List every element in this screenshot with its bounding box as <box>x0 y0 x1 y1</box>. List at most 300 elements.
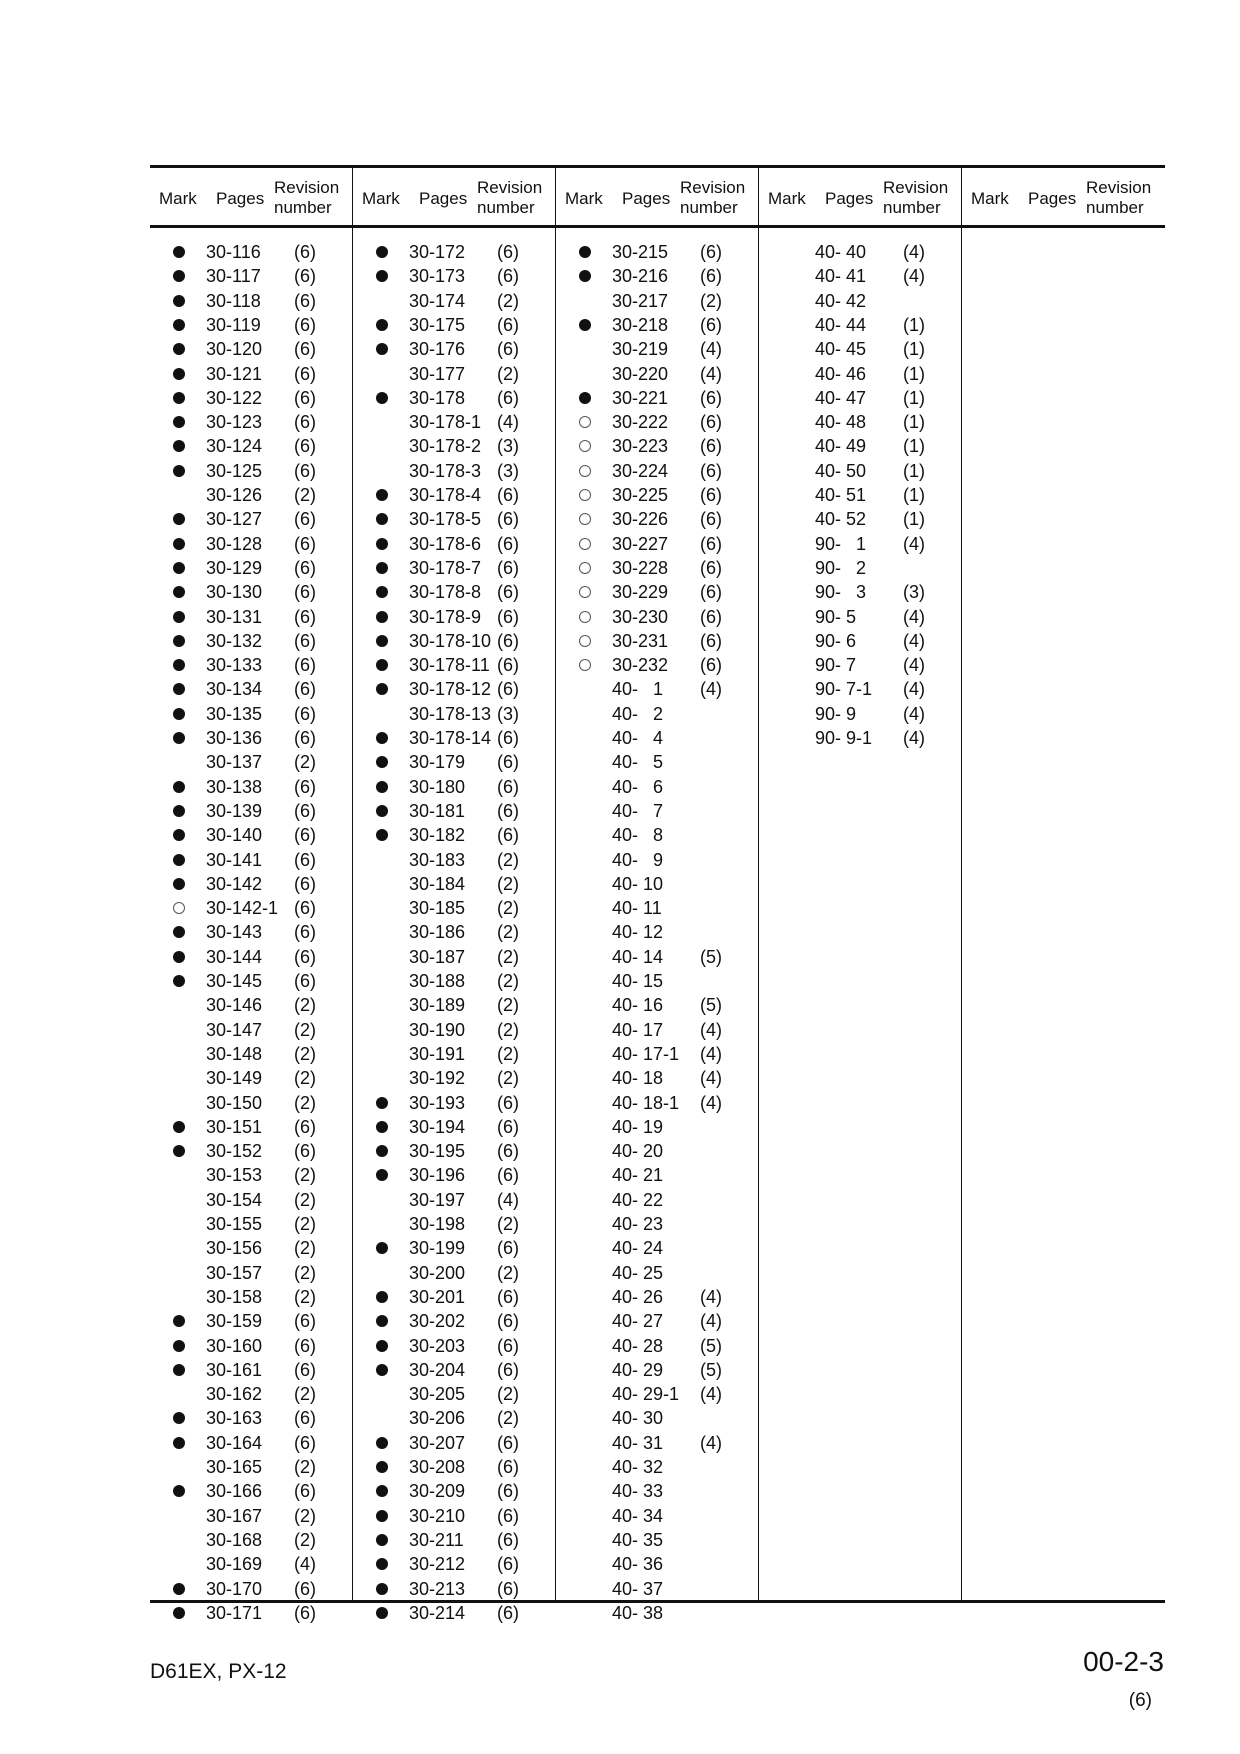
table-row <box>759 459 961 483</box>
table-row <box>150 459 352 483</box>
revision-value: (6) <box>497 387 519 408</box>
revision-value: (6) <box>294 800 316 821</box>
table-row <box>556 337 758 361</box>
page-ref: 30-146 <box>206 995 263 1016</box>
table-row <box>556 775 758 799</box>
filled-circle-icon <box>173 562 185 574</box>
table-row <box>556 264 758 288</box>
page-ref: 30-203 <box>409 1335 466 1356</box>
table-row <box>353 580 555 604</box>
filled-circle-icon <box>173 538 185 550</box>
table-row <box>556 1042 758 1066</box>
page-ref: 90- 9 <box>815 703 857 724</box>
filled-circle-icon <box>376 1121 388 1133</box>
page-ref: 30-178-12 <box>409 679 492 700</box>
page-ref: 30-202 <box>409 1311 466 1332</box>
revision-value: (2) <box>497 1068 519 1089</box>
table-row <box>150 264 352 288</box>
page-ref: 30-122 <box>206 387 263 408</box>
table-row <box>353 434 555 458</box>
revision-value: (4) <box>700 679 722 700</box>
table-row <box>150 1212 352 1236</box>
header-revision-line1: Revision <box>274 178 340 197</box>
table-row <box>556 483 758 507</box>
page-ref: 30-148 <box>206 1043 263 1064</box>
page-ref: 30-178-9 <box>409 606 482 627</box>
page-ref: 30-162 <box>206 1384 263 1405</box>
table-row <box>150 945 352 969</box>
table-row <box>556 945 758 969</box>
filled-circle-icon <box>376 1485 388 1497</box>
filled-circle-icon <box>173 1485 185 1497</box>
table-row <box>759 507 961 531</box>
table-row <box>150 1091 352 1115</box>
table-row <box>150 1382 352 1406</box>
table-row <box>556 1139 758 1163</box>
table-row <box>353 823 555 847</box>
page-ref: 40- 4 <box>612 728 664 748</box>
page-ref: 40- 9 <box>612 849 664 870</box>
table-row <box>353 1601 555 1625</box>
header-revision-line1: Revision <box>477 178 543 197</box>
filled-circle-icon <box>376 489 388 501</box>
page-ref: 30-154 <box>206 1189 263 1210</box>
table-row <box>556 969 758 993</box>
page-ref: 30-164 <box>206 1432 263 1453</box>
page-ref: 30-212 <box>409 1554 466 1575</box>
page-ref: 30-176 <box>409 339 466 360</box>
page-ref: 30-123 <box>206 412 263 433</box>
table-row <box>556 702 758 726</box>
page-ref: 30-178-2 <box>409 436 482 457</box>
page-ref: 30-192 <box>409 1068 466 1089</box>
page-ref: 30-132 <box>206 630 263 651</box>
table-row <box>353 677 555 701</box>
revision-value: (6) <box>294 606 316 627</box>
table-row <box>556 1236 758 1260</box>
table-row <box>556 1455 758 1479</box>
table-row <box>353 1212 555 1236</box>
page-ref: 30-178-6 <box>409 533 482 554</box>
table-row <box>353 1236 555 1260</box>
page-ref: 90- 1 <box>815 533 867 554</box>
page-ref: 30-161 <box>206 1359 263 1380</box>
page-ref: 30-227 <box>612 533 669 554</box>
filled-circle-icon <box>173 878 185 890</box>
revision-value: (6) <box>294 339 316 360</box>
table-row <box>150 677 352 701</box>
page-ref: 30-190 <box>409 1019 466 1040</box>
table-row <box>150 1358 352 1382</box>
page-ref: 30-152 <box>206 1141 263 1162</box>
open-circle-icon <box>579 586 591 598</box>
page-ref: 40- 19 <box>612 1116 664 1137</box>
page-ref: 40- 29-1 <box>612 1384 680 1405</box>
revision-value: (6) <box>294 387 316 408</box>
page-ref: 30-169 <box>206 1554 263 1575</box>
table-row <box>150 556 352 580</box>
filled-circle-icon <box>376 756 388 768</box>
revision-value: (6) <box>294 412 316 433</box>
page-ref: 40- 34 <box>612 1505 664 1526</box>
table-row <box>556 1552 758 1576</box>
filled-circle-icon <box>376 319 388 331</box>
revision-value: (2) <box>497 898 519 919</box>
page-ref: 30-117 <box>206 266 261 287</box>
revision-value: (4) <box>903 533 925 554</box>
revision-value: (6) <box>700 266 722 287</box>
revision-value: (6) <box>497 606 519 627</box>
page-ref: 30-178-4 <box>409 485 482 505</box>
page-ref: 40- 23 <box>612 1214 664 1234</box>
revision-value: (4) <box>700 1019 722 1040</box>
filled-circle-icon <box>376 1315 388 1327</box>
column-header <box>962 168 1165 228</box>
revision-value: (6) <box>497 679 519 700</box>
table-row <box>150 1504 352 1528</box>
revision-value: (6) <box>294 971 316 991</box>
filled-circle-icon <box>376 538 388 550</box>
table-row <box>150 799 352 823</box>
page-ref: 40- 50 <box>815 460 867 481</box>
table-row <box>353 337 555 361</box>
page-ref: 40- 22 <box>612 1189 664 1210</box>
header-revision-line2: number <box>477 198 535 217</box>
filled-circle-icon <box>376 1145 388 1157</box>
page-ref: 40- 17-1 <box>612 1043 680 1064</box>
table-row <box>556 1601 758 1625</box>
revision-value: (6) <box>294 557 316 578</box>
page-ref: 30-180 <box>409 776 466 797</box>
revision-value: (6) <box>497 1505 519 1526</box>
filled-circle-icon <box>376 1291 388 1303</box>
revision-value: (4) <box>497 412 519 433</box>
table-row <box>759 653 961 677</box>
table-row <box>150 1552 352 1576</box>
revision-value: (4) <box>903 679 925 700</box>
table-row <box>353 532 555 556</box>
filled-circle-icon <box>579 392 591 404</box>
filled-circle-icon <box>173 513 185 525</box>
page-ref: 30-158 <box>206 1286 263 1307</box>
page-ref: 30-170 <box>206 1578 263 1599</box>
filled-circle-icon <box>173 392 185 404</box>
page-ref: 40- 33 <box>612 1481 664 1502</box>
revision-value: (6) <box>497 1529 519 1550</box>
revision-value: (6) <box>497 266 519 287</box>
revision-value: (6) <box>497 1602 519 1623</box>
page-ref: 30-188 <box>409 971 466 991</box>
revision-value: (4) <box>903 266 925 287</box>
header-revision-line1: Revision <box>680 178 746 197</box>
revision-value: (6) <box>294 1141 316 1162</box>
revision-value: (3) <box>497 703 519 724</box>
revision-value: (6) <box>497 1359 519 1380</box>
page-ref: 30-125 <box>206 460 263 481</box>
revision-value: (6) <box>294 1311 316 1332</box>
revision-value: (2) <box>294 1043 316 1064</box>
table-row <box>150 969 352 993</box>
page-ref: 30-232 <box>612 655 669 676</box>
table-row <box>150 1188 352 1212</box>
table-row <box>150 1406 352 1430</box>
filled-circle-icon <box>173 416 185 428</box>
table-row <box>556 1431 758 1455</box>
table-row <box>556 1285 758 1309</box>
page-ref: 30-178-3 <box>409 460 482 481</box>
table-row <box>150 1139 352 1163</box>
table-row <box>353 362 555 386</box>
page-ref: 40- 21 <box>612 1165 664 1186</box>
page-ref: 40- 17 <box>612 1019 664 1040</box>
table-row <box>759 410 961 434</box>
page-ref: 30-184 <box>409 873 466 894</box>
table-row <box>556 653 758 677</box>
revision-value: (6) <box>497 1286 519 1307</box>
page-ref: 30-166 <box>206 1481 263 1502</box>
filled-circle-icon <box>579 246 591 258</box>
page-ref: 30-229 <box>612 582 669 603</box>
filled-circle-icon <box>173 951 185 963</box>
page-ref: 40- 32 <box>612 1457 664 1477</box>
header-revision-line2: number <box>274 198 332 217</box>
revision-value: (2) <box>294 1165 316 1186</box>
revision-value: (4) <box>903 630 925 651</box>
filled-circle-icon <box>173 1437 185 1449</box>
revision-value: (2) <box>497 290 519 311</box>
table-row <box>150 920 352 944</box>
page-ref: 30-220 <box>612 363 669 384</box>
header-pages: Pages <box>419 189 468 208</box>
revision-value: (3) <box>497 436 519 457</box>
table-row <box>150 896 352 920</box>
page-ref: 40- 25 <box>612 1262 664 1283</box>
filled-circle-icon <box>376 1534 388 1546</box>
page-ref: 30-204 <box>409 1359 466 1380</box>
revision-value: (6) <box>497 728 519 748</box>
table-row <box>556 823 758 847</box>
revision-value: (6) <box>294 873 316 894</box>
revision-value: (6) <box>294 825 316 846</box>
table-row <box>353 289 555 313</box>
revision-value: (6) <box>497 1238 519 1259</box>
revision-value: (6) <box>700 630 722 651</box>
revision-value: (4) <box>700 339 722 360</box>
table-row <box>556 1358 758 1382</box>
revision-value: (5) <box>700 946 722 967</box>
page-ref: 30-128 <box>206 533 263 554</box>
filled-circle-icon <box>173 246 185 258</box>
revision-value: (2) <box>497 1408 519 1429</box>
revision-value: (6) <box>294 630 316 651</box>
page-ref: 40- 49 <box>815 436 867 457</box>
page-ref: 30-178 <box>409 387 466 408</box>
page-ref: 30-149 <box>206 1068 263 1089</box>
table-row <box>759 702 961 726</box>
table-row <box>353 1406 555 1430</box>
table-row <box>353 945 555 969</box>
revision-value: (6) <box>294 679 316 700</box>
page-ref: 30-177 <box>409 363 466 384</box>
page-ref: 30-213 <box>409 1578 466 1599</box>
table-row <box>759 434 961 458</box>
revision-value: (6) <box>294 1578 316 1599</box>
page-ref: 40- 8 <box>612 825 664 846</box>
table-row <box>150 410 352 434</box>
page-ref: 40- 46 <box>815 363 867 384</box>
table-row <box>353 1455 555 1479</box>
page-ref: 30-155 <box>206 1214 263 1234</box>
table-row <box>150 750 352 774</box>
header-revision <box>477 178 542 218</box>
page-ref: 30-131 <box>206 606 263 627</box>
filled-circle-icon <box>173 1145 185 1157</box>
revision-value: (6) <box>497 1335 519 1356</box>
table-row <box>353 313 555 337</box>
page-ref: 30-225 <box>612 485 669 505</box>
revision-value: (2) <box>294 1019 316 1040</box>
revision-value: (2) <box>497 971 519 991</box>
page-ref: 30-151 <box>206 1116 263 1137</box>
table-row <box>556 848 758 872</box>
revision-value: (6) <box>294 1116 316 1137</box>
revision-value: (6) <box>294 582 316 603</box>
revision-value: (2) <box>294 1384 316 1405</box>
page-ref: 30-171 <box>206 1602 263 1623</box>
page-ref: 30-143 <box>206 922 263 943</box>
page-ref: 30-216 <box>612 266 669 287</box>
table-row <box>353 702 555 726</box>
revision-value: (6) <box>294 460 316 481</box>
revision-value: (6) <box>700 485 722 505</box>
page-ref: 30-194 <box>409 1116 466 1137</box>
page-ref: 40- 35 <box>612 1529 664 1550</box>
page-ref: 40- 37 <box>612 1578 664 1599</box>
table-row <box>556 410 758 434</box>
page-ref: 40- 51 <box>815 485 867 505</box>
table-row <box>353 1431 555 1455</box>
page-ref: 30-214 <box>409 1602 466 1623</box>
table-row <box>759 580 961 604</box>
page-ref: 30-195 <box>409 1141 466 1162</box>
filled-circle-icon <box>376 1510 388 1522</box>
page-ref: 30-159 <box>206 1311 263 1332</box>
open-circle-icon <box>579 659 591 671</box>
revision-value: (6) <box>700 242 722 262</box>
revision-value: (6) <box>294 1481 316 1502</box>
filled-circle-icon <box>173 440 185 452</box>
revision-value: (4) <box>903 606 925 627</box>
filled-circle-icon <box>173 1412 185 1424</box>
open-circle-icon <box>579 440 591 452</box>
revision-value: (6) <box>497 1432 519 1453</box>
page-ref: 30-218 <box>612 314 669 335</box>
table-row <box>759 629 961 653</box>
page-ref: 30-136 <box>206 728 263 748</box>
page-ref: 30-179 <box>409 752 466 773</box>
page-ref: 40- 16 <box>612 995 664 1016</box>
page-ref: 30-178-14 <box>409 728 492 748</box>
revision-value: (2) <box>497 1214 519 1234</box>
filled-circle-icon <box>376 1364 388 1376</box>
table-row <box>556 1163 758 1187</box>
table-row <box>556 1115 758 1139</box>
filled-circle-icon <box>173 586 185 598</box>
table-row <box>556 1504 758 1528</box>
page-ref: 30-153 <box>206 1165 263 1186</box>
filled-circle-icon <box>173 854 185 866</box>
page-ref: 40- 24 <box>612 1238 664 1259</box>
filled-circle-icon <box>376 611 388 623</box>
revision-value: (6) <box>497 752 519 773</box>
page-ref: 30-223 <box>612 436 669 457</box>
page-ref: 40- 31 <box>612 1432 664 1453</box>
filled-circle-icon <box>376 829 388 841</box>
table-row <box>353 1382 555 1406</box>
page-ref: 30-206 <box>409 1408 466 1429</box>
header-mark: Mark <box>768 189 806 208</box>
revision-value: (6) <box>497 1141 519 1162</box>
table-row <box>150 1018 352 1042</box>
page-ref: 30-120 <box>206 339 263 360</box>
filled-circle-icon <box>173 1607 185 1619</box>
page-ref: 30-121 <box>206 363 263 384</box>
page-ref: 40- 20 <box>612 1141 664 1162</box>
filled-circle-icon <box>579 270 591 282</box>
table-row <box>150 532 352 556</box>
page-ref: 30-139 <box>206 800 263 821</box>
page-ref: 90- 2 <box>815 557 867 578</box>
table-row <box>150 1334 352 1358</box>
page-ref: 30-182 <box>409 825 466 846</box>
revision-value: (6) <box>294 849 316 870</box>
revision-value: (2) <box>294 1505 316 1526</box>
table-row <box>353 993 555 1017</box>
header-revision-line1: Revision <box>1086 178 1152 197</box>
table-row <box>150 629 352 653</box>
page-ref: 40- 10 <box>612 873 664 894</box>
page-ref: 30-191 <box>409 1043 466 1064</box>
revision-value: (2) <box>497 1019 519 1040</box>
table-row <box>150 313 352 337</box>
page-ref: 40- 36 <box>612 1554 664 1575</box>
revision-value: (6) <box>497 485 519 505</box>
table-row <box>353 1504 555 1528</box>
page-ref: 40- 28 <box>612 1335 664 1356</box>
table-row <box>556 629 758 653</box>
page-ref: 90- 3 <box>815 582 867 603</box>
filled-circle-icon <box>376 562 388 574</box>
table-row <box>556 1577 758 1601</box>
table-row <box>353 969 555 993</box>
page-ref: 30-193 <box>409 1092 466 1113</box>
revision-value: (4) <box>294 1554 316 1575</box>
revision-value: (6) <box>497 825 519 846</box>
table-row <box>759 313 961 337</box>
page-ref: 40- 42 <box>815 290 867 311</box>
table-row <box>150 362 352 386</box>
header-revision-line2: number <box>883 198 941 217</box>
table-row <box>150 386 352 410</box>
filled-circle-icon <box>376 683 388 695</box>
revision-value: (6) <box>497 1311 519 1332</box>
revision-value: (6) <box>294 946 316 967</box>
table-row <box>556 240 758 264</box>
filled-circle-icon <box>376 732 388 744</box>
revision-value: (6) <box>497 1116 519 1137</box>
open-circle-icon <box>579 513 591 525</box>
table-row <box>556 993 758 1017</box>
